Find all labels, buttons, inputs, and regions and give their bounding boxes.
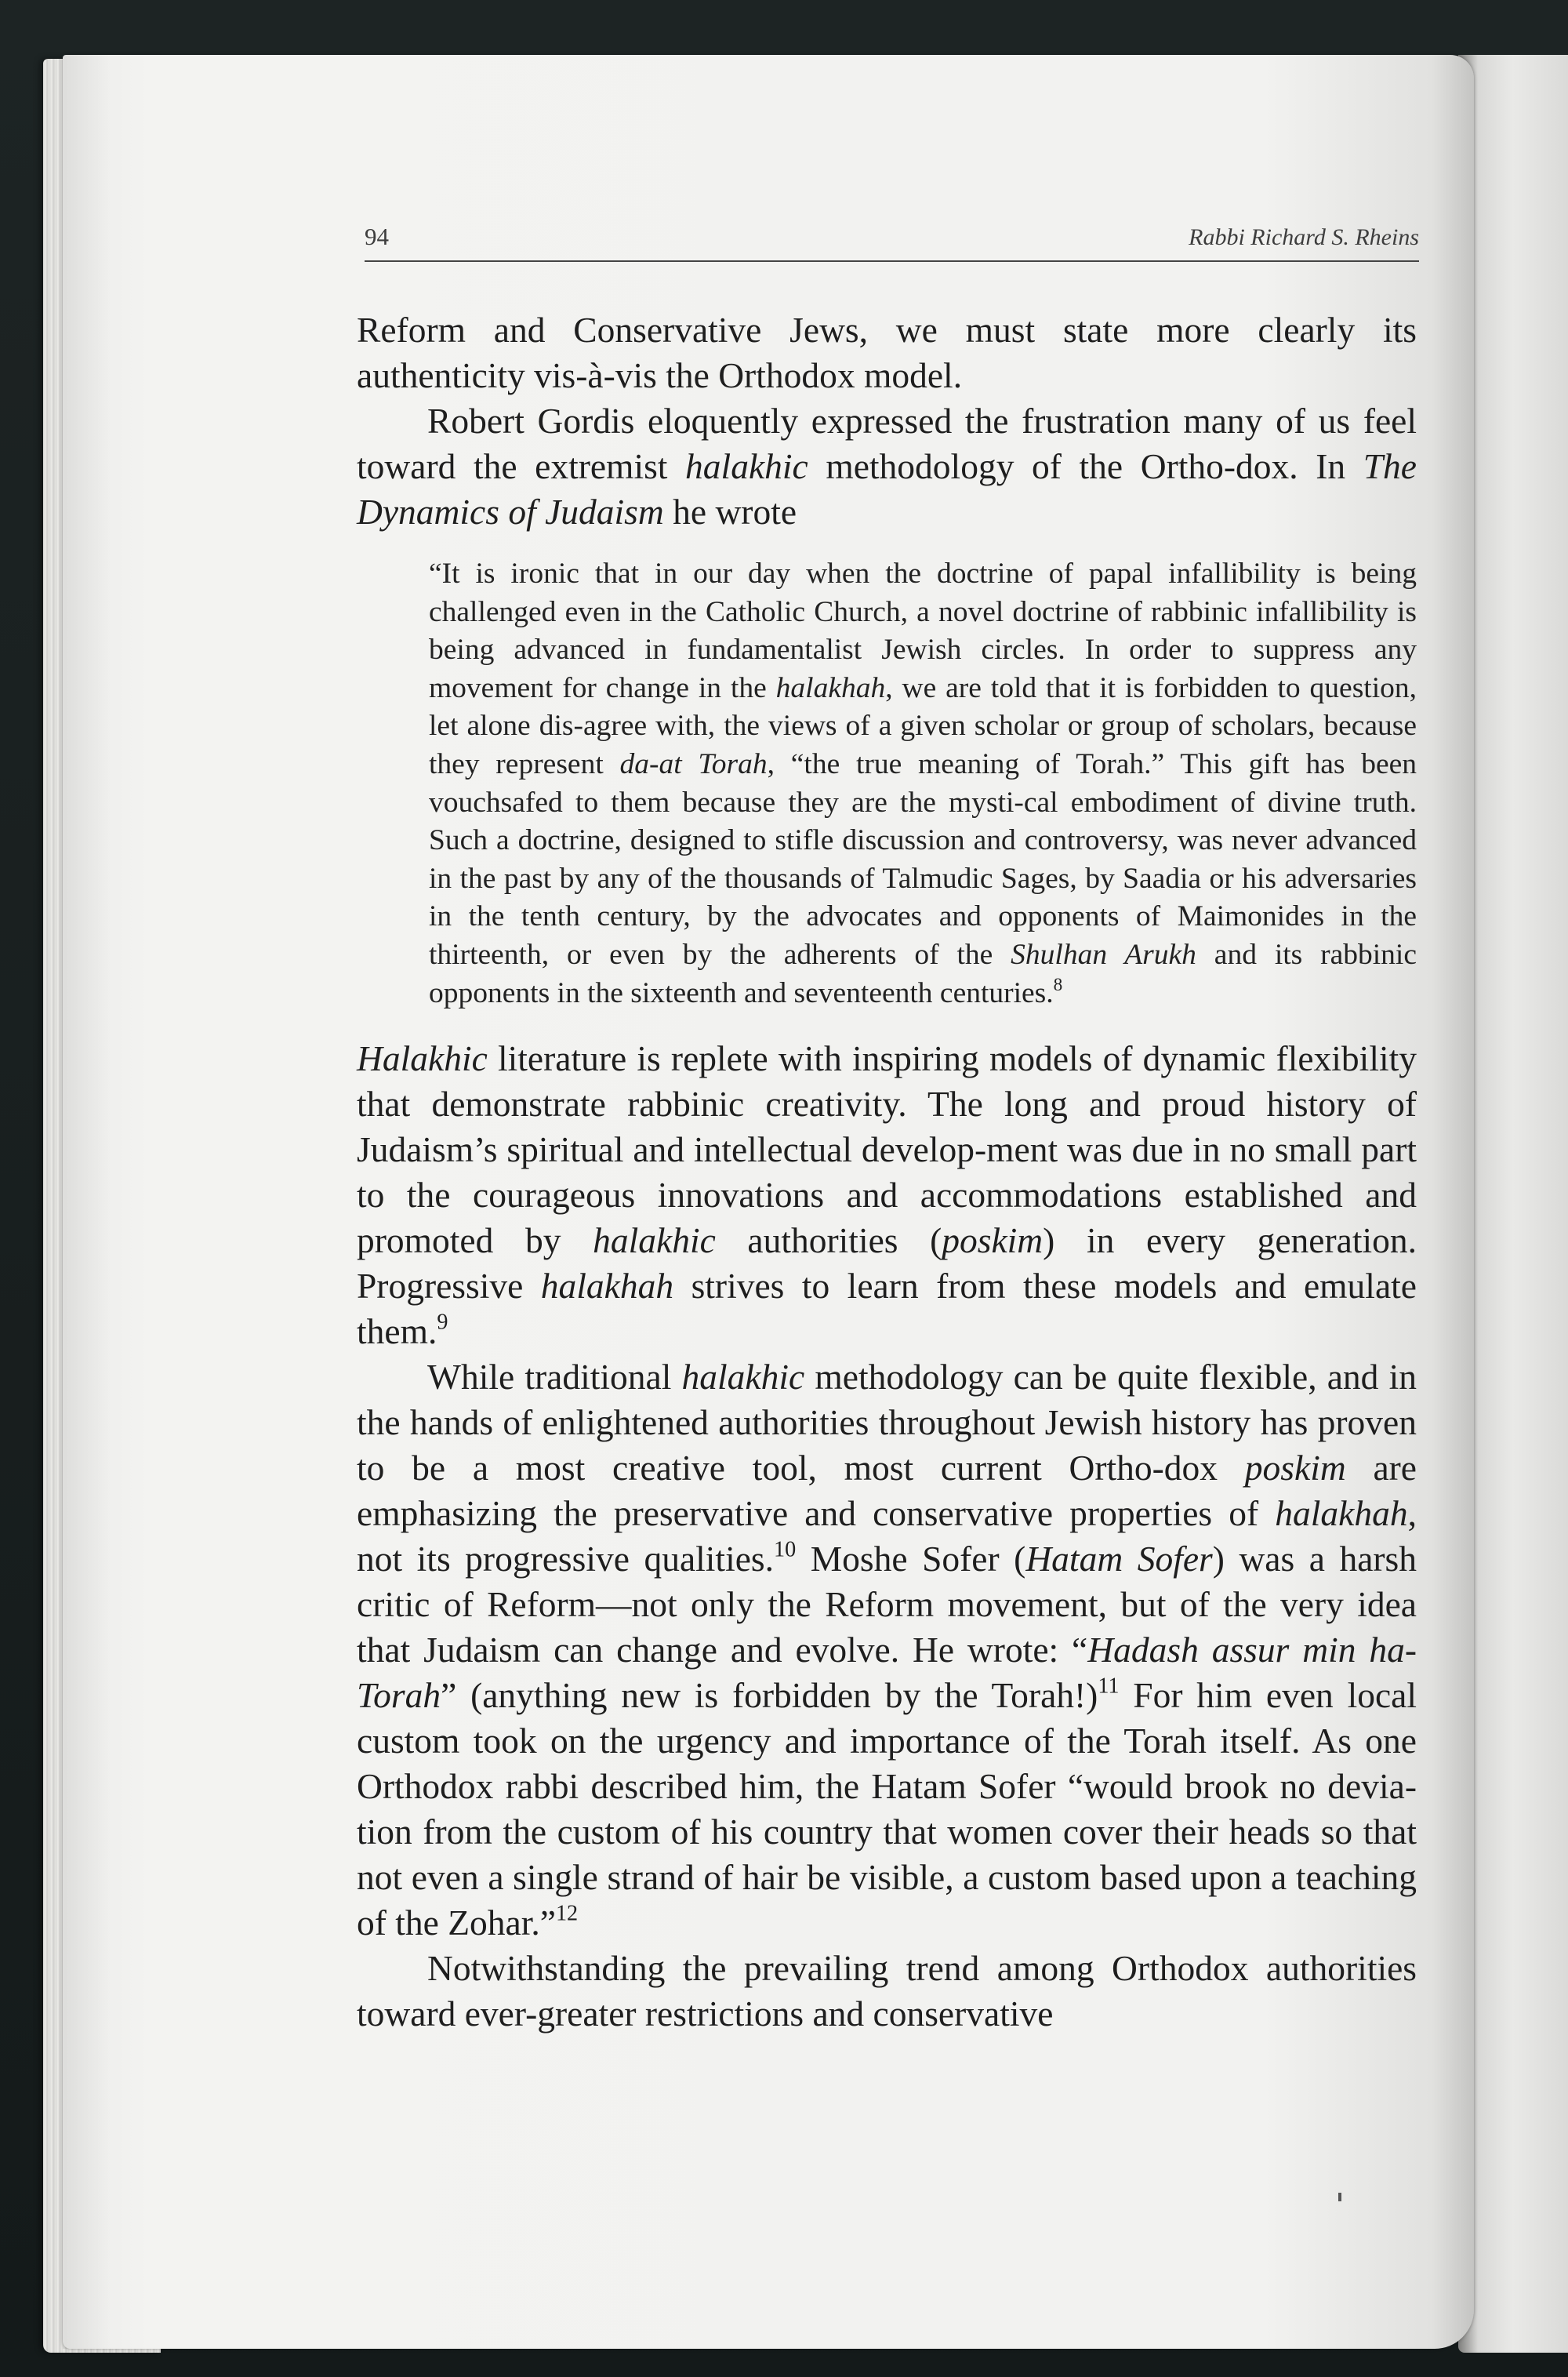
running-head: [365, 221, 1419, 262]
running-head-author: Rabbi Richard S. Rheins: [1189, 224, 1419, 250]
paragraph-3: Halakhic literature is replete with inspiring models of dynamic flexibility that demonstrate rabbinic creativity. The long and proud history of Judaism’s spiritual and intellectual develop-ment was due in no small part to the courageous innovations and accommodations established and promoted by halakhic authorities (poskim) in every generation. Progressive halakhah strives to learn from these models and emulate them.$^9$: [357, 1038, 1417, 1352]
paragraph-2: Robert Gordis eloquently expressed the frustration many of us feel toward the extremist halakhic methodology of the Ortho-dox. In The Dynamics of Judaism he wrote: [357, 401, 1417, 532]
footnote-marker-9: 9: [437, 1310, 448, 1335]
paragraph-1: Reform and Conservative Jews, we must state more clearly its authenticity vis-à-vis the Orthodox model.: [357, 310, 1417, 395]
header-rule: [365, 260, 1419, 262]
footnote-marker-10: 10: [773, 1537, 797, 1562]
page-number: 94: [365, 223, 389, 250]
footnote-marker-8: 8: [1053, 974, 1063, 995]
footnote-marker-12: 12: [555, 1901, 579, 1926]
page-speck: [1338, 2193, 1341, 2201]
paragraph-4: While traditional halakhic methodology can be quite flexible, and in the hands of enlightened authorities throughout Jewish history has proven to be a most creative tool, most current Ortho-dox poskim are emphasizing the preservative and conservative properties of halakhah, not its progressive qualities.$^{10}$ Moshe Sofer (Hatam Sofer) was a harsh critic of Reform—not only the Reform movement, but of the very idea that Judaism can change and evolve. He wrote: “Hadash assur min ha-Torah” (anything new is forbidden by the Torah!)$^{11}$ For him even local custom took on the urgency and importance of the Torah itself. As one Orthodox rabbi described him, the Hatam Sofer “would brook no devia-tion from the custom of his country that women cover their heads so that not even a single strand of hair be visible, a custom based upon a teaching of the Zohar.”$^{12}$: [357, 1357, 1417, 1943]
main-text: [357, 307, 1417, 2037]
footnote-marker-11: 11: [1098, 1674, 1120, 1699]
facing-page-edge: [1458, 55, 1568, 2353]
block-quote: “It is ironic that in our day when the doctrine of papal infallibility is being challenged even in the Catholic Church, a novel doctrine of rabbinic infallibility is being advanced in fundamentalist Jewish circles. In order to suppress any movement for change in the halakhah, we are told that it is forbidden to question, let alone dis-agree with, the views of a given scholar or group of scholars, because they represent da-at Torah, “the true meaning of Torah.” This gift has been vouchsafed to them because they are the mysti-cal embodiment of divine truth. Such a doctrine, designed to stifle discussion and controversy, was never advanced in the past by any of the thousands of Talmudic Sages, by Saadia or his adversaries in the tenth century, by the advocates and opponents of Maimonides in the thirteenth, or even by the adherents of the Shulhan Arukh and its rabbinic opponents in the sixteenth and seventeenth centuries.$^8$: [429, 558, 1417, 1009]
paragraph-5: Notwithstanding the prevailing trend among Orthodox authorities toward ever-greater restrictions and conservative: [357, 1948, 1417, 2034]
